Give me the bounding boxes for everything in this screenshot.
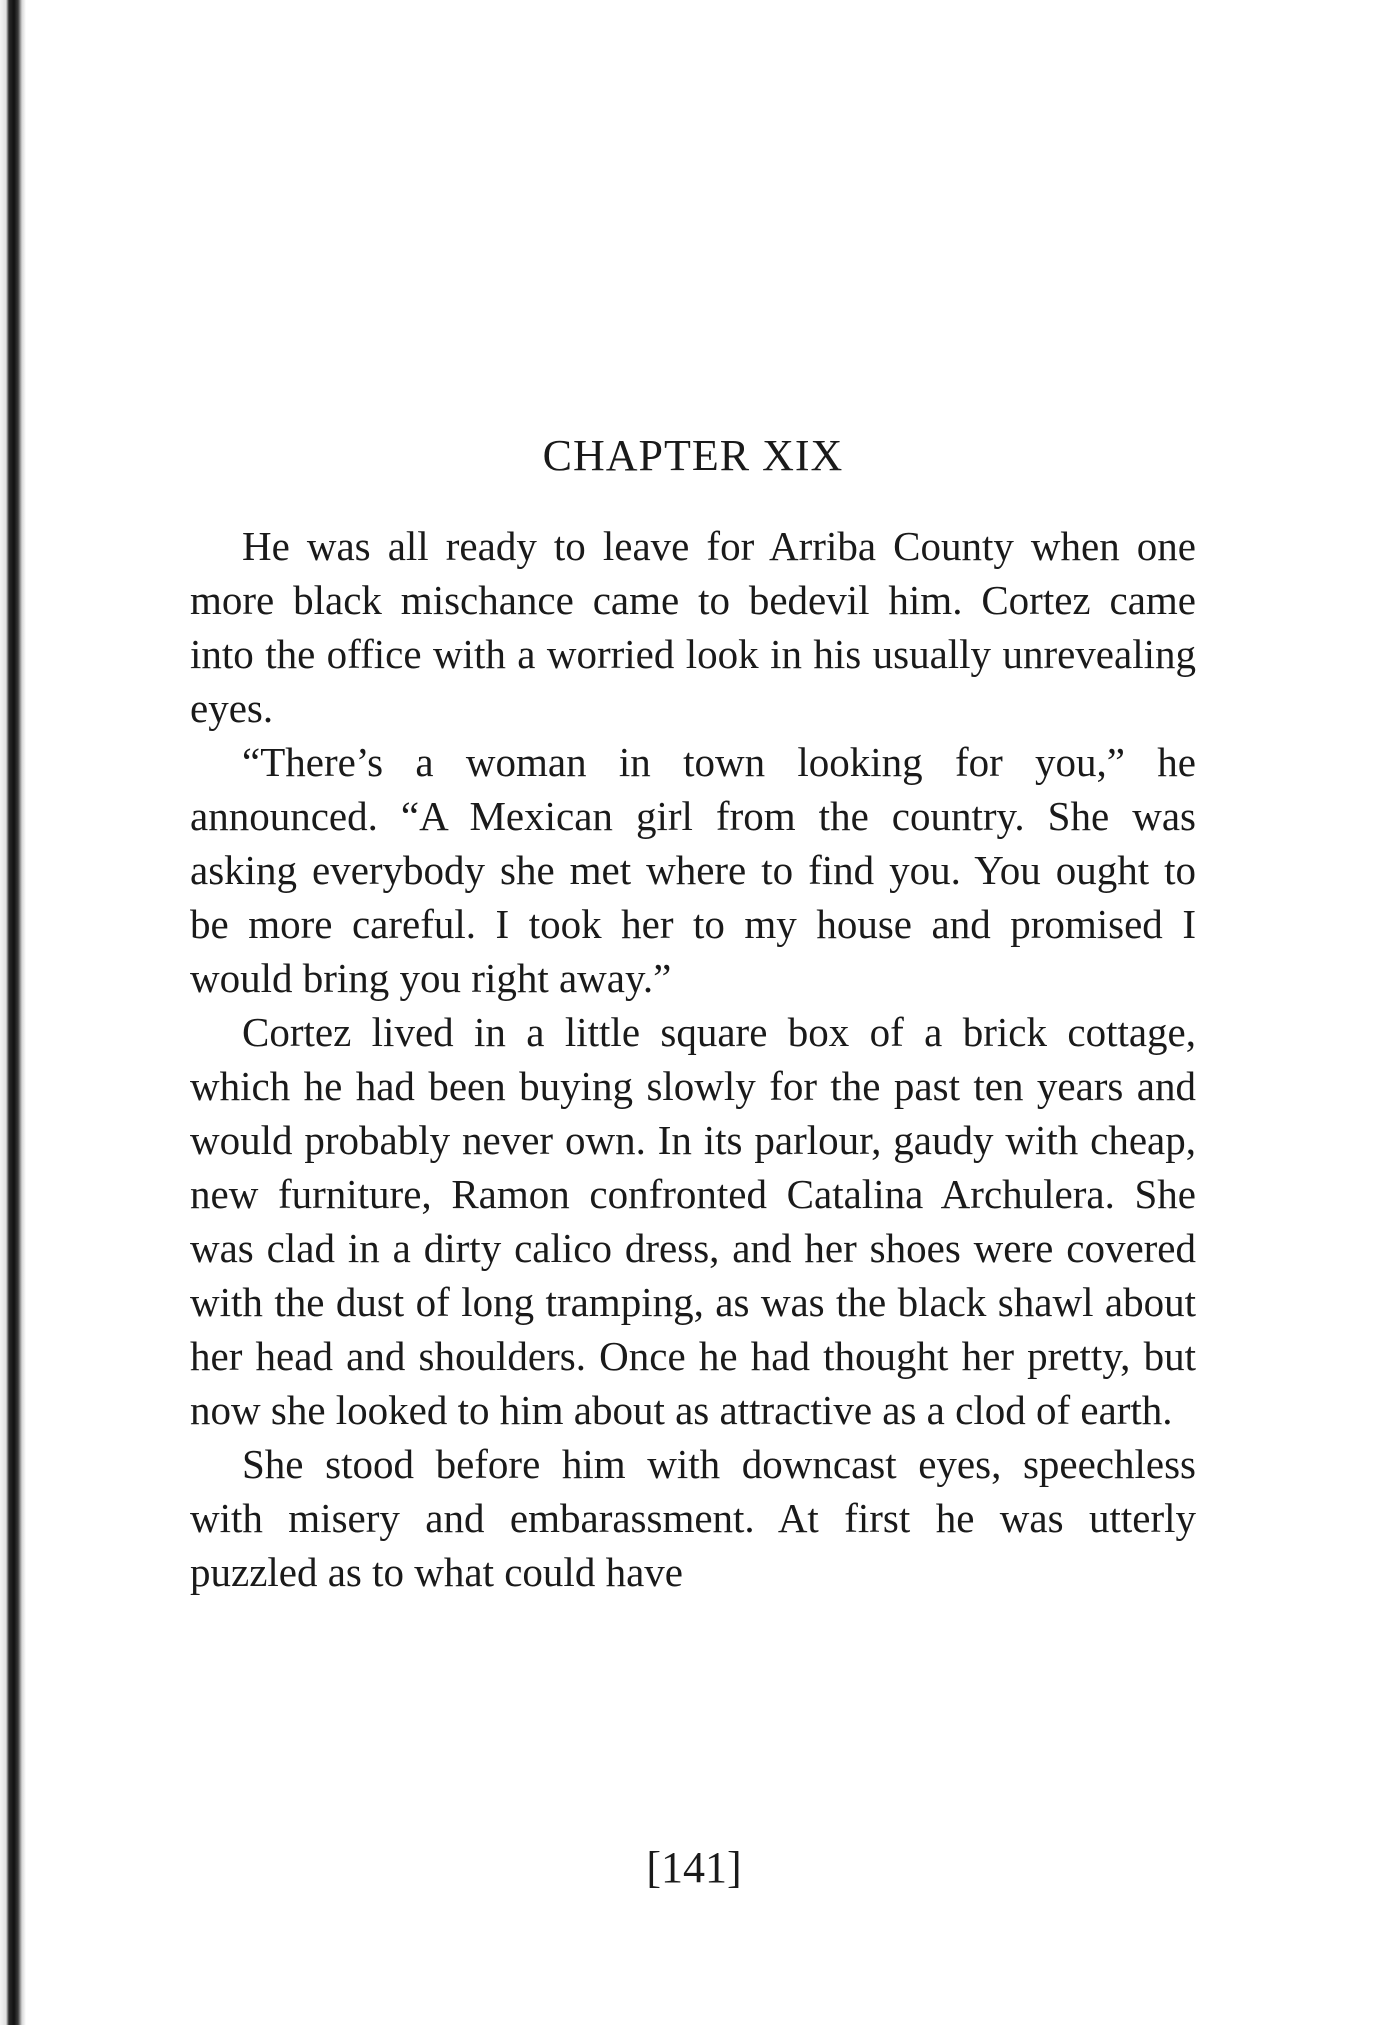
book-page xyxy=(190,430,1196,1599)
paragraph-4: She stood before him with downcast eyes, speechless with misery and embarassment. At first he was utterly puzzled as to what could have xyxy=(190,1441,1196,1595)
chapter-title: CHAPTER XIX xyxy=(542,431,844,480)
page-number: [141] xyxy=(646,1843,742,1892)
page-binding-edge xyxy=(0,0,26,2025)
paragraph-3: Cortez lived in a little square box of a brick cottage, which he had been buying slowly for the past ten years and would probably never own. In its parlour, gaudy with cheap, new furniture, Ramon confronted Catalina Archulera. She was clad in a dirty calico dress, and her shoes were covered with the dust of long tramping, as was the black shawl about her head and shoulders. Once he had thought her pretty, but now she looked to him about as attractive as a clod of earth. xyxy=(190,1009,1196,1433)
paragraph-1: He was all ready to leave for Arriba County when one more black mischance came to bedevil him. Cortez came into the office with a worried look in his usually unrevealing eyes. xyxy=(190,523,1196,731)
paragraph-2: “There’s a woman in town looking for you,” he announced. “A Mexican girl from the country. She was asking everybody she met where to find you. You ought to be more careful. I took her to my house and promised I would bring you right away.” xyxy=(190,739,1196,1001)
